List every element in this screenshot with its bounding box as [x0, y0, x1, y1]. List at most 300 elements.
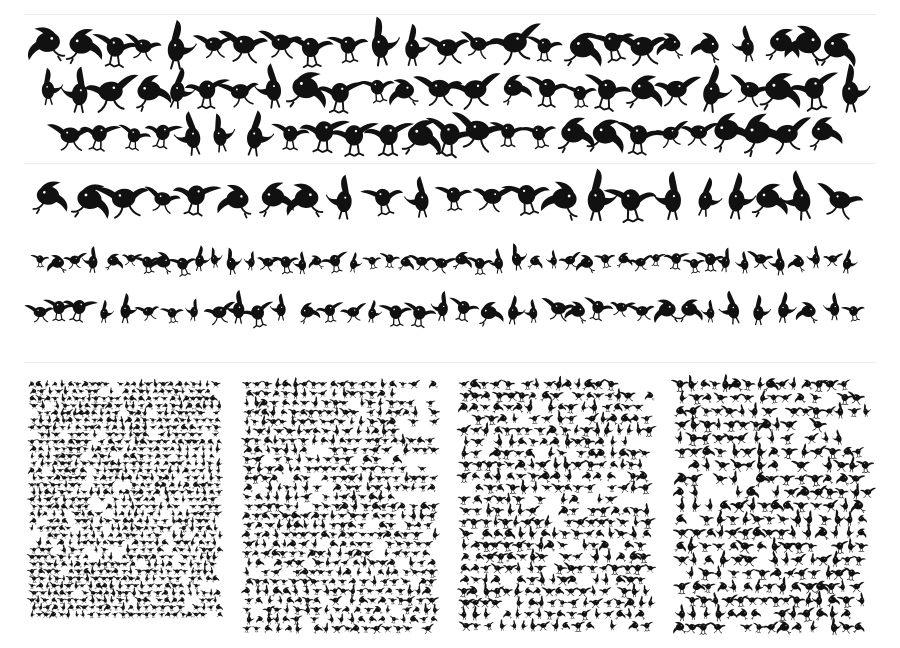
bird-glyph-icon [147, 548, 155, 553]
bird-glyph-icon [346, 512, 359, 521]
bird-glyph-icon [113, 576, 121, 582]
bird-glyph-icon [207, 605, 215, 611]
bird-glyph-icon [775, 514, 790, 525]
bird-glyph-icon [243, 409, 254, 417]
bird-glyph-icon [272, 503, 284, 511]
bird-glyph-icon [849, 482, 861, 499]
bird-glyph-icon [367, 466, 378, 473]
bird-glyph-icon [460, 564, 470, 574]
bird-glyph-icon [735, 420, 750, 430]
bird-glyph-icon [169, 446, 175, 451]
bird-glyph-icon [77, 389, 84, 394]
bird-glyph-icon [154, 467, 158, 474]
bird-glyph-icon [690, 32, 722, 63]
bird-glyph-icon [179, 590, 185, 596]
bird-glyph-icon [121, 495, 126, 503]
bird-glyph-icon [177, 480, 183, 488]
bird-glyph-icon [545, 425, 558, 438]
bird-glyph-icon [286, 597, 294, 605]
bird-glyph-icon [550, 470, 562, 482]
bird-glyph-icon [349, 499, 358, 512]
bird-glyph-icon [168, 489, 179, 497]
bird-glyph-icon [357, 616, 365, 624]
bird-glyph-icon [89, 517, 94, 524]
bird-glyph-icon [380, 378, 387, 389]
bird-glyph-icon [378, 616, 386, 623]
bird-glyph-icon [469, 379, 482, 391]
bird-glyph-icon [321, 475, 328, 482]
bird-glyph-icon [145, 590, 154, 597]
bird-glyph-icon [521, 381, 534, 390]
bird-glyph-icon [361, 550, 373, 558]
bird-glyph-icon [758, 377, 766, 390]
bird-glyph-icon [171, 473, 176, 480]
bird-glyph-icon [180, 424, 188, 432]
bird-glyph-icon [92, 454, 98, 460]
bird-glyph-icon [47, 445, 52, 452]
bird-glyph-icon [121, 575, 128, 582]
bird-glyph-icon [82, 533, 90, 539]
bird-glyph-icon [557, 599, 568, 607]
bird-glyph-icon [620, 414, 631, 425]
bird-glyph-icon [27, 439, 36, 446]
bird-glyph-icon [325, 548, 332, 558]
bird-glyph-icon [287, 539, 297, 549]
bird-glyph-icon [361, 626, 370, 632]
bird-glyph-icon [63, 467, 70, 474]
bird-glyph-icon [194, 402, 202, 410]
bird-glyph-icon [291, 606, 303, 615]
bird-glyph-icon [74, 446, 84, 453]
bird-glyph-icon [411, 446, 422, 454]
bird-glyph-icon [194, 517, 205, 525]
bird-glyph-icon [51, 396, 60, 403]
bird-glyph-icon [245, 390, 253, 398]
bird-glyph-icon [315, 409, 325, 416]
bird-glyph-icon [818, 30, 860, 71]
bird-glyph-icon [396, 400, 406, 407]
bird-glyph-icon [425, 578, 437, 586]
bird-glyph-icon [54, 388, 63, 395]
bird-glyph-icon [290, 444, 297, 455]
bird-glyph-icon [713, 565, 721, 579]
bird-glyph-icon [146, 533, 153, 538]
bird-glyph-icon [252, 381, 262, 387]
bird-glyph-icon [360, 556, 367, 568]
bird-glyph-icon [145, 574, 150, 582]
bird-glyph-icon [346, 531, 358, 539]
bird-glyph-icon [528, 525, 538, 539]
bird-glyph-icon [335, 419, 345, 426]
bird-glyph-icon [84, 75, 139, 113]
bird-glyph-icon [40, 482, 49, 488]
bird-glyph-icon [370, 575, 376, 586]
bird-glyph-icon [785, 405, 803, 418]
bird-glyph-icon [599, 564, 611, 573]
bird-glyph-icon [158, 604, 168, 612]
bird-glyph-icon [607, 485, 617, 492]
bird-glyph-icon [370, 624, 384, 635]
bird-glyph-icon [679, 299, 704, 324]
glyph-text-block-1 [27, 378, 224, 619]
bird-glyph-icon [186, 461, 191, 466]
bird-glyph-icon [45, 540, 51, 546]
bird-glyph-icon [212, 575, 220, 582]
bird-glyph-icon [255, 521, 264, 529]
bird-glyph-icon [745, 486, 759, 500]
bird-glyph-icon [59, 525, 65, 531]
bird-glyph-icon [378, 597, 387, 606]
bird-glyph-icon [589, 598, 604, 607]
bird-glyph-icon [364, 399, 377, 408]
bird-glyph-icon [543, 611, 556, 620]
bird-glyph-icon [201, 497, 207, 503]
bird-glyph-icon [200, 487, 207, 496]
bird-glyph-icon [613, 529, 628, 539]
bird-glyph-icon [30, 388, 37, 395]
bird-glyph-icon [210, 473, 215, 482]
bird-glyph-icon [366, 418, 378, 427]
bird-glyph-icon [274, 559, 283, 568]
bird-glyph-icon [162, 590, 169, 597]
bird-glyph-icon [346, 381, 358, 389]
bird-glyph-icon [206, 380, 211, 387]
bird-glyph-icon [514, 583, 524, 598]
bird-glyph-icon [542, 587, 556, 596]
bird-glyph-icon [36, 495, 42, 503]
bird-glyph-icon [388, 380, 397, 388]
bird-glyph-icon [790, 554, 807, 567]
bird-glyph-icon [427, 408, 440, 417]
bird-glyph-icon [270, 568, 282, 576]
bird-glyph-icon [263, 437, 272, 446]
bird-glyph-icon [150, 554, 157, 561]
bird-glyph-icon [673, 554, 690, 566]
bird-glyph-icon [328, 434, 336, 446]
bird-glyph-icon [436, 186, 472, 211]
bird-glyph-icon [45, 451, 50, 460]
bird-glyph-icon [162, 453, 172, 460]
bird-glyph-icon [324, 604, 331, 614]
bird-glyph-icon [305, 457, 314, 463]
bird-glyph-icon [501, 427, 514, 436]
bird-glyph-icon [832, 460, 849, 472]
bird-glyph-icon [128, 509, 133, 517]
bird-glyph-icon [389, 579, 399, 586]
bird-glyph-icon [277, 483, 283, 492]
bird-glyph-icon [211, 381, 221, 388]
bird-glyph-icon [44, 547, 53, 553]
bird-glyph-icon [793, 501, 810, 513]
bird-glyph-icon [482, 582, 493, 598]
bird-glyph-icon [778, 541, 796, 554]
bird-glyph-icon [152, 574, 157, 581]
bird-glyph-icon [105, 402, 113, 410]
bird-glyph-icon [162, 475, 169, 482]
bird-glyph-icon [208, 589, 213, 596]
bird-glyph-icon [329, 588, 341, 596]
bird-glyph-icon [517, 596, 524, 608]
bird-glyph-icon [685, 596, 700, 606]
bird-glyph-icon [571, 622, 586, 632]
bird-glyph-icon [395, 588, 405, 596]
bird-glyph-icon [254, 503, 266, 510]
bird-glyph-icon [169, 482, 175, 488]
bird-glyph-icon [322, 456, 332, 463]
bird-glyph-icon [536, 572, 546, 587]
bird-glyph-icon [304, 466, 314, 473]
bird-glyph-icon [105, 503, 113, 511]
bird-glyph-icon [110, 596, 115, 604]
bird-glyph-icon [728, 570, 740, 578]
bird-glyph-icon [860, 488, 876, 498]
bird-glyph-icon [332, 559, 342, 566]
bird-glyph-icon [186, 509, 191, 518]
bird-glyph-icon [162, 403, 168, 409]
bird-glyph-icon [483, 484, 497, 494]
bird-glyph-icon [581, 401, 589, 412]
bird-glyph-icon [41, 611, 51, 618]
bird-glyph-icon [339, 400, 349, 407]
bird-glyph-icon [513, 449, 524, 457]
bird-glyph-icon [456, 425, 472, 437]
bird-glyph-icon [250, 419, 259, 425]
bird-glyph-icon [273, 457, 282, 463]
bird-glyph-icon [154, 453, 161, 460]
bird-glyph-icon [568, 494, 579, 505]
bird-glyph-icon [252, 626, 261, 632]
bird-glyph-icon [38, 400, 45, 410]
bird-glyph-icon [811, 553, 818, 565]
bird-glyph-icon [275, 378, 283, 390]
bird-glyph-icon [150, 613, 157, 618]
bird-glyph-icon [58, 580, 64, 589]
bird-glyph-icon [253, 395, 262, 408]
bird-glyph-icon [285, 625, 293, 633]
bird-glyph-icon [27, 424, 37, 431]
bird-glyph-icon [184, 475, 192, 481]
bird-glyph-icon [422, 549, 430, 557]
bird-glyph-icon [65, 461, 74, 468]
bird-glyph-icon [594, 252, 617, 269]
bird-glyph-icon [192, 584, 200, 589]
bird-glyph-icon [38, 487, 43, 495]
bird-glyph-icon [260, 408, 270, 418]
bird-glyph-icon [815, 527, 829, 540]
bird-glyph-icon [742, 569, 756, 579]
bird-glyph-icon [464, 435, 471, 446]
bird-glyph-icon [535, 460, 551, 470]
bird-glyph-icon [494, 516, 500, 526]
bird-glyph-icon [82, 504, 91, 510]
bird-glyph-icon [332, 425, 339, 437]
bird-glyph-icon [103, 540, 108, 545]
bird-glyph-icon [321, 428, 331, 435]
bird-glyph-icon [721, 595, 739, 607]
bird-glyph-icon [497, 518, 513, 530]
bird-glyph-icon [780, 434, 796, 446]
bird-glyph-icon [683, 257, 706, 274]
bird-glyph-icon [604, 495, 618, 505]
bird-glyph-icon [51, 597, 57, 603]
bird-glyph-icon [96, 459, 101, 467]
bird-glyph-icon [294, 492, 300, 501]
bird-glyph-icon [67, 546, 78, 554]
bird-glyph-icon [209, 489, 216, 496]
bird-glyph-icon [499, 540, 515, 552]
bird-glyph-icon [549, 437, 560, 447]
bird-glyph-icon [97, 417, 103, 423]
bird-glyph-icon [241, 550, 252, 558]
bird-glyph-icon [575, 450, 586, 459]
bird-glyph-icon [827, 595, 840, 607]
bird-glyph-icon [94, 511, 103, 517]
bird-glyph-icon [768, 248, 785, 275]
bird-glyph-icon [242, 626, 251, 633]
bird-glyph-icon [133, 524, 144, 532]
bird-glyph-icon [788, 254, 806, 272]
bird-glyph-icon [797, 607, 817, 623]
bird-glyph-icon [684, 621, 702, 634]
bird-glyph-icon [80, 461, 89, 467]
bird-glyph-icon [714, 418, 721, 430]
bird-glyph-icon [558, 506, 569, 517]
bird-glyph-icon [509, 434, 518, 448]
bird-glyph-icon [687, 536, 698, 554]
bird-glyph-icon [491, 507, 505, 516]
bird-glyph-icon [159, 560, 164, 568]
bird-glyph-icon [81, 525, 89, 531]
bird-glyph-icon [400, 531, 411, 540]
bird-glyph-icon [368, 472, 375, 484]
bird-glyph-icon [87, 612, 96, 619]
bird-glyph-icon [79, 467, 86, 474]
bird-glyph-icon [847, 538, 857, 553]
bird-glyph-icon [372, 605, 382, 615]
bird-glyph-icon [158, 567, 163, 575]
bird-glyph-icon [200, 451, 205, 459]
bird-glyph-icon [475, 553, 484, 561]
bird-glyph-icon [274, 464, 285, 475]
bird-glyph-icon [417, 560, 426, 567]
bird-glyph-icon [807, 406, 825, 419]
bird-glyph-icon [502, 563, 517, 574]
bird-glyph-icon [483, 472, 493, 481]
bird-glyph-icon [35, 612, 43, 617]
bird-glyph-icon [116, 532, 123, 538]
bird-glyph-icon [546, 250, 557, 268]
bird-glyph-icon [348, 490, 356, 503]
bird-glyph-icon [79, 509, 85, 517]
bird-glyph-icon [610, 619, 617, 630]
bird-glyph-icon [198, 612, 207, 618]
bird-glyph-icon [405, 400, 416, 408]
bird-glyph-icon [381, 438, 390, 444]
bird-glyph-icon [177, 547, 185, 552]
bird-glyph-icon [504, 492, 511, 504]
bird-glyph-icon [616, 610, 626, 620]
bird-glyph-icon [129, 422, 135, 431]
bird-glyph-icon [87, 460, 96, 467]
bird-glyph-icon [770, 567, 783, 580]
bird-glyph-icon [325, 570, 333, 576]
bird-glyph-icon [153, 446, 160, 452]
glyph-text-block-2 [240, 377, 440, 634]
bird-glyph-icon [128, 395, 136, 403]
bird-glyph-icon [786, 525, 796, 540]
bird-glyph-icon [146, 396, 152, 402]
bird-glyph-icon [393, 531, 402, 540]
bird-glyph-icon [74, 568, 84, 575]
bird-glyph-icon [857, 515, 866, 524]
bird-glyph-icon [409, 615, 418, 624]
bird-glyph-icon [379, 513, 388, 519]
bird-glyph-icon [215, 490, 223, 495]
bird-glyph-icon [847, 473, 865, 487]
bird-glyph-icon [758, 418, 773, 433]
bird-glyph-icon [312, 504, 322, 511]
bird-glyph-icon [539, 438, 548, 447]
bird-glyph-icon [470, 450, 482, 458]
bird-glyph-icon [358, 596, 368, 606]
bird-glyph-icon [381, 447, 392, 454]
bird-glyph-icon [131, 389, 136, 394]
bird-glyph-icon [155, 583, 163, 588]
bird-glyph-icon [240, 436, 254, 446]
bird-glyph-icon [639, 596, 647, 609]
bird-glyph-icon [195, 246, 212, 272]
bird-glyph-icon [78, 548, 85, 553]
bird-glyph-icon [487, 598, 502, 608]
bird-glyph-icon [359, 416, 365, 427]
bird-glyph-icon [112, 415, 117, 423]
bird-glyph-icon [280, 579, 288, 585]
bird-glyph-icon [768, 596, 784, 608]
bird-glyph-icon [96, 590, 103, 597]
bird-glyph-icon [121, 504, 128, 509]
bird-glyph-icon [143, 497, 149, 502]
bird-glyph-icon [129, 482, 139, 490]
bird-glyph-icon [217, 612, 223, 618]
bird-glyph-icon [796, 302, 817, 323]
bird-glyph-icon [312, 484, 322, 492]
bird-glyph-icon [342, 387, 350, 399]
bird-glyph-icon [327, 613, 334, 623]
bird-glyph-icon [754, 295, 772, 325]
bird-glyph-icon [570, 437, 585, 447]
bird-glyph-icon [541, 391, 553, 402]
bird-glyph-icon [164, 486, 171, 496]
bird-glyph-icon [113, 503, 117, 510]
bird-glyph-icon [299, 409, 307, 417]
bird-glyph-icon [50, 466, 56, 475]
bird-glyph-icon [416, 598, 426, 605]
bird-glyph-icon [565, 416, 577, 424]
bird-glyph-icon [128, 518, 135, 525]
bird-glyph-icon [332, 388, 338, 397]
bird-glyph-icon [292, 520, 303, 531]
bird-glyph-icon [282, 587, 292, 597]
bird-glyph-icon [197, 380, 201, 387]
bird-glyph-icon [205, 597, 214, 604]
bird-glyph-icon [457, 402, 469, 414]
bird-glyph-icon [359, 466, 368, 472]
bird-glyph-icon [784, 25, 825, 65]
bird-glyph-icon [57, 612, 65, 618]
bird-glyph-icon [787, 605, 797, 620]
bird-glyph-icon [42, 424, 52, 431]
bird-glyph-icon [34, 380, 43, 389]
